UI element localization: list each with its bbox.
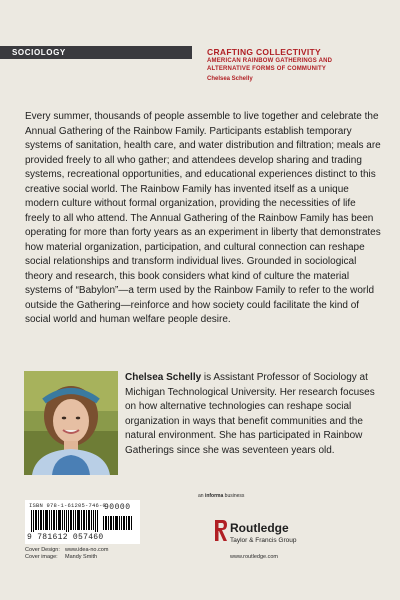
credit-image-label: Cover image: <box>25 554 58 560</box>
barcode-price-code: 90000 <box>104 503 131 512</box>
book-title: CRAFTING COLLECTIVITY <box>207 47 321 57</box>
barcode-image <box>29 510 137 532</box>
credit-image-value: Mandy Smith <box>65 554 98 560</box>
author-bio <box>125 371 380 458</box>
barcode-digits: 9 781612 057460 <box>27 533 104 542</box>
author-bio-name: Chelsea Schelly <box>125 372 202 383</box>
informa-brand: informa <box>204 493 224 499</box>
category-bar <box>0 46 192 59</box>
routledge-logo-icon <box>214 520 228 542</box>
author-portrait-image <box>24 371 118 475</box>
credit-image-row <box>25 554 108 561</box>
book-blurb: Every summer, thousands of people assemble to live together and celebrate the Annual Gathering of the Rainbow Family. Participants establish temporary systems of sanitation, health care, and water distribution and filtration; meals are provided freely to all who gather; and attendees develop sharing and trading systems, recreational opportunities, and educational experiences distinct to this creative social world. The Rainbow Family has invented itself as a unique modern culture without formal organization, providing the necessities of life freely to all who attend. The Annual Gathering of the Rainbow Family has been operating for more than forty years as an experiment in liberty that demonstrates how material organization, participation, and cultural connection can reshape social relationships and transform individual lives. Grounded in sociological theory and research, this book considers what kind of culture the material systems of “Babylon”—a term used by the Rainbow Family to refer to the world outside the Gathering—reinforce and how society could facilitate the kind of social world and human welfare people desire. <box>25 111 381 325</box>
category-label: SOCIOLOGY <box>12 48 66 57</box>
informa-suffix: business <box>223 493 245 499</box>
routledge-group: Taylor & Francis Group <box>230 537 297 544</box>
title-block <box>207 47 387 83</box>
isbn-text: ISBN 978-1-61205-746-0 <box>29 502 107 509</box>
author-photo <box>24 371 118 475</box>
routledge-name: Routledge <box>230 521 289 535</box>
barcode-box <box>25 500 140 544</box>
cover-credits <box>25 547 108 561</box>
author-bio-text: is Assistant Professor of Sociology at Michigan Technological University. Her research focuses on how alternative technologies can reshape social organization in ways that benefit communities and the natural environment. She has participated in Rainbow Gatherings since she was seventeen years old. <box>125 372 375 456</box>
routledge-url: www.routledge.com <box>230 554 278 560</box>
credit-design-label: Cover Design: <box>25 547 60 553</box>
informa-business-label <box>198 493 244 499</box>
credit-design-row <box>25 547 108 554</box>
credit-design-value: www.idea-no.com <box>65 547 109 553</box>
book-subtitle-line2: ALTERNATIVE FORMS OF COMMUNITY <box>207 65 327 72</box>
book-subtitle-line1: AMERICAN RAINBOW GATHERINGS AND <box>207 58 333 64</box>
informa-prefix: an <box>198 493 205 499</box>
book-author: Chelsea Schelly <box>207 76 253 82</box>
